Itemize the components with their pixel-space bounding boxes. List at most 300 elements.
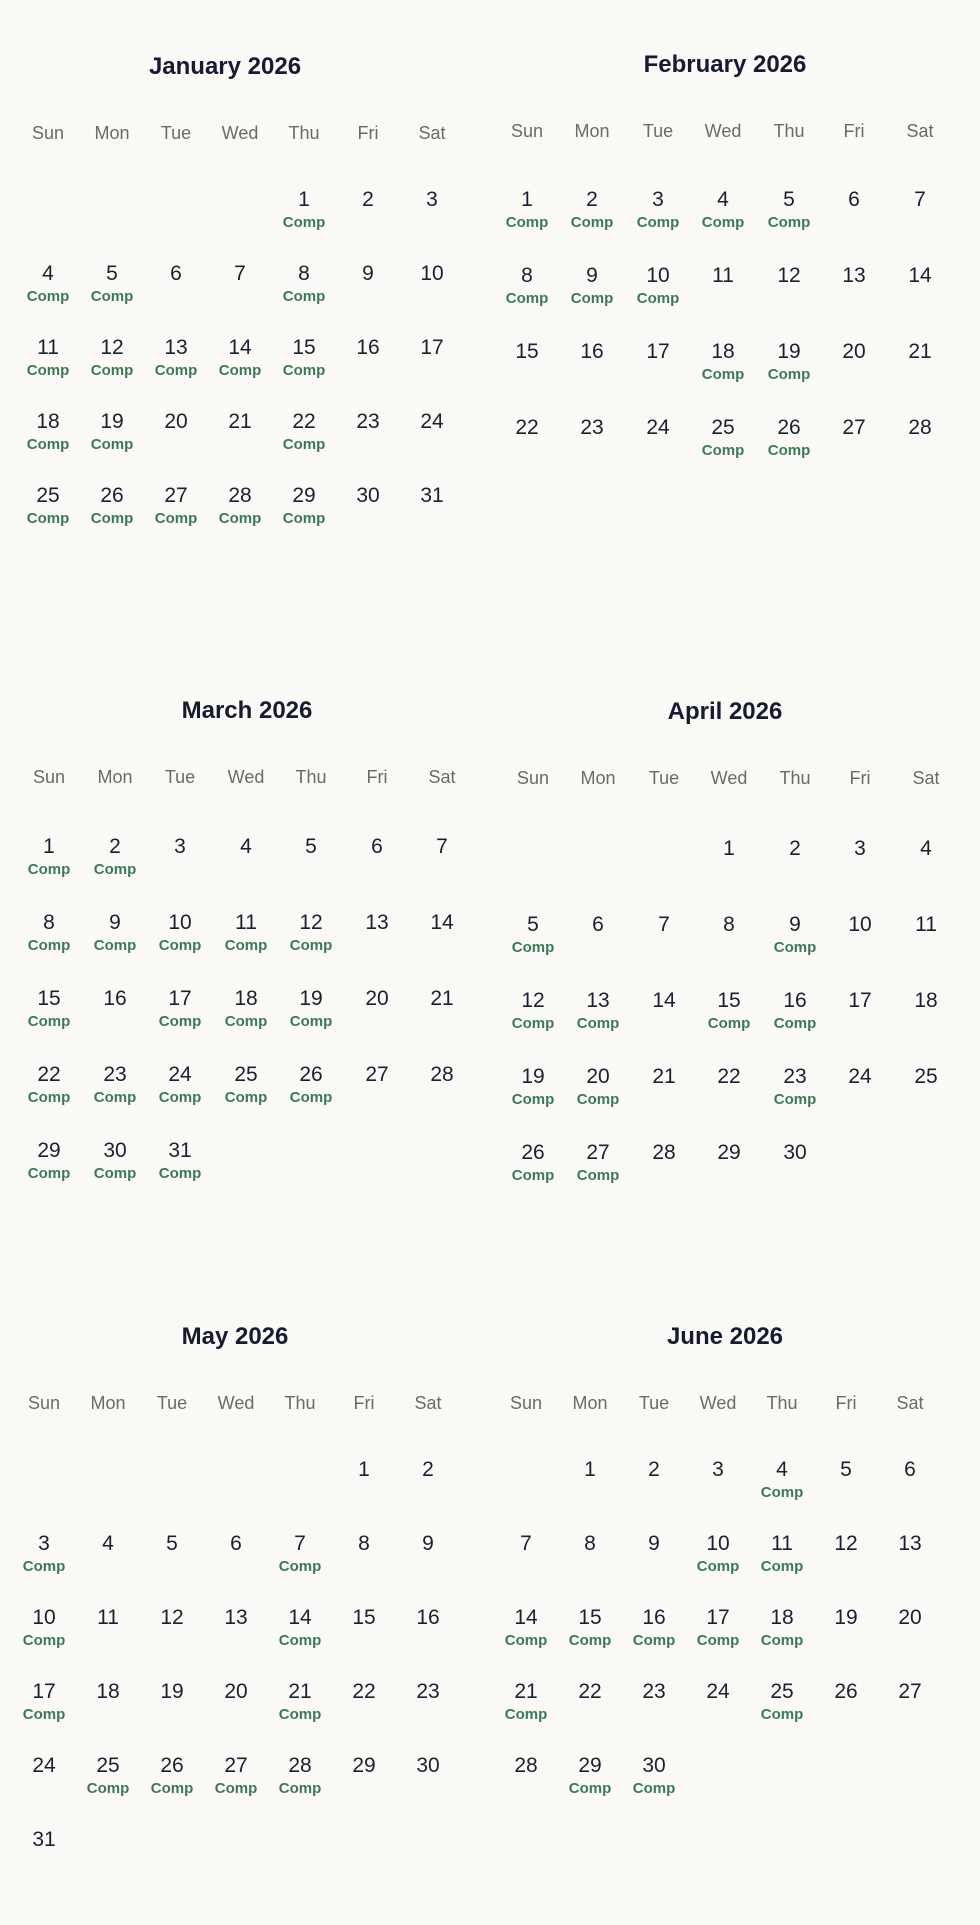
day-number: 6 [848, 188, 860, 211]
day-cell[interactable] [400, 262, 464, 286]
day-number: 11 [915, 913, 937, 936]
day-cell[interactable] [268, 1606, 332, 1650]
day-number: 8 [358, 1532, 370, 1555]
day-number: 1 [358, 1458, 370, 1481]
day-cell[interactable] [495, 264, 559, 308]
day-cell[interactable] [148, 987, 212, 1031]
day-cell[interactable] [622, 1532, 686, 1556]
weekday-header: Sun [27, 1393, 61, 1413]
day-cell[interactable] [501, 1065, 565, 1109]
day-cell[interactable] [750, 1458, 814, 1502]
day-cell[interactable] [632, 1141, 696, 1165]
day-number: 16 [416, 1606, 440, 1629]
day-cell[interactable] [396, 1606, 460, 1630]
day-cell[interactable] [272, 188, 336, 232]
day-cell[interactable] [828, 1065, 892, 1089]
weekday-header: Sun [509, 1393, 543, 1413]
weekday-header: Sat [912, 768, 940, 788]
day-cell[interactable] [822, 416, 886, 440]
day-cell[interactable] [76, 1680, 140, 1704]
comp-label: Comp [158, 1165, 202, 1182]
day-cell[interactable] [204, 1754, 268, 1798]
day-cell[interactable] [144, 484, 208, 528]
comp-label: Comp [570, 214, 614, 231]
day-cell[interactable] [686, 1532, 750, 1576]
day-cell[interactable] [878, 1680, 942, 1704]
weekday-header: Wed [221, 123, 259, 143]
day-number: 19 [299, 987, 323, 1010]
day-cell[interactable] [80, 336, 144, 380]
day-cell[interactable] [697, 1065, 761, 1089]
day-number: 26 [160, 1754, 184, 1777]
comp-label: Comp [632, 1780, 676, 1797]
day-cell[interactable] [396, 1532, 460, 1556]
day-cell[interactable] [83, 1063, 147, 1107]
day-cell[interactable] [560, 188, 624, 232]
day-cell[interactable] [757, 416, 821, 460]
day-number: 18 [914, 989, 938, 1012]
day-number: 21 [652, 1065, 676, 1088]
day-cell[interactable] [336, 188, 400, 212]
day-cell[interactable] [400, 410, 464, 434]
weekday-header: Mon [90, 1393, 126, 1413]
day-cell[interactable] [332, 1606, 396, 1630]
day-cell[interactable] [345, 987, 409, 1011]
day-cell[interactable] [697, 913, 761, 937]
day-cell[interactable] [214, 911, 278, 955]
day-cell[interactable] [268, 1754, 332, 1798]
day-cell[interactable] [214, 1063, 278, 1107]
weekday-header: Wed [217, 1393, 255, 1413]
day-cell[interactable] [697, 989, 761, 1033]
day-cell[interactable] [878, 1458, 942, 1482]
day-cell[interactable] [140, 1532, 204, 1556]
day-number: 4 [717, 188, 729, 211]
day-cell[interactable] [763, 837, 827, 861]
comp-label: Comp [504, 1632, 548, 1649]
day-cell[interactable] [400, 336, 464, 360]
comp-label: Comp [158, 1013, 202, 1030]
day-cell[interactable] [17, 987, 81, 1031]
day-cell[interactable] [560, 416, 624, 440]
day-number: 12 [834, 1532, 858, 1555]
comp-label: Comp [93, 937, 137, 954]
comp-label: Comp [576, 1091, 620, 1108]
day-cell[interactable] [501, 913, 565, 957]
day-cell[interactable] [501, 989, 565, 1033]
day-number: 20 [586, 1065, 610, 1088]
day-cell[interactable] [757, 340, 821, 384]
day-cell[interactable] [12, 1532, 76, 1576]
day-number: 1 [298, 188, 310, 211]
comp-label: Comp [154, 510, 198, 527]
day-cell[interactable] [814, 1680, 878, 1704]
day-cell[interactable] [494, 1754, 558, 1778]
day-number: 18 [96, 1680, 120, 1703]
day-cell[interactable] [878, 1606, 942, 1630]
day-number: 22 [292, 410, 316, 433]
comp-label: Comp [511, 1015, 555, 1032]
day-number: 9 [586, 264, 598, 287]
day-cell[interactable] [336, 262, 400, 286]
day-number: 15 [578, 1606, 602, 1629]
day-cell[interactable] [622, 1754, 686, 1798]
weekday-header: Thu [288, 123, 320, 143]
day-cell[interactable] [566, 913, 630, 937]
day-number: 6 [170, 262, 182, 285]
day-cell[interactable] [888, 188, 952, 212]
day-number: 8 [43, 911, 55, 934]
day-cell[interactable] [828, 913, 892, 937]
day-number: 30 [416, 1754, 440, 1777]
day-cell[interactable] [17, 1139, 81, 1183]
day-cell[interactable] [566, 1141, 630, 1185]
day-number: 17 [646, 340, 670, 363]
day-cell[interactable] [494, 1680, 558, 1724]
day-cell[interactable] [558, 1532, 622, 1556]
day-number: 21 [430, 987, 454, 1010]
day-number: 23 [103, 1063, 127, 1086]
day-number: 22 [717, 1065, 741, 1088]
day-cell[interactable] [558, 1680, 622, 1704]
day-cell[interactable] [622, 1458, 686, 1482]
day-cell[interactable] [814, 1458, 878, 1482]
day-cell[interactable] [144, 262, 208, 286]
day-number: 28 [514, 1754, 538, 1777]
day-number: 7 [294, 1532, 306, 1555]
day-cell[interactable] [345, 1063, 409, 1087]
day-cell[interactable] [83, 1139, 147, 1183]
day-cell[interactable] [400, 484, 464, 508]
weekday-header: Fri [843, 121, 865, 141]
weekday-header: Sat [896, 1393, 924, 1413]
day-cell[interactable] [144, 336, 208, 380]
day-cell[interactable] [626, 416, 690, 440]
day-cell[interactable] [12, 1606, 76, 1650]
day-cell[interactable] [83, 987, 147, 1011]
weekday-header: Thu [773, 121, 805, 141]
day-cell[interactable] [148, 835, 212, 859]
day-cell[interactable] [396, 1754, 460, 1778]
day-cell[interactable] [494, 1532, 558, 1556]
day-number: 9 [362, 262, 374, 285]
day-number: 26 [834, 1680, 858, 1703]
day-cell[interactable] [763, 1141, 827, 1165]
day-cell[interactable] [410, 1063, 474, 1087]
day-cell[interactable] [632, 989, 696, 1013]
day-cell[interactable] [560, 264, 624, 308]
day-cell[interactable] [814, 1532, 878, 1556]
day-number: 14 [908, 264, 932, 287]
day-cell[interactable] [336, 484, 400, 508]
day-number: 25 [234, 1063, 258, 1086]
weekday-header: Mon [574, 121, 610, 141]
comp-label: Comp [289, 1089, 333, 1106]
day-number: 22 [37, 1063, 61, 1086]
day-cell[interactable] [80, 484, 144, 528]
day-number: 26 [100, 484, 124, 507]
day-cell[interactable] [622, 1606, 686, 1650]
day-cell[interactable] [345, 835, 409, 859]
day-cell[interactable] [332, 1532, 396, 1556]
day-cell[interactable] [332, 1458, 396, 1482]
day-cell[interactable] [17, 1063, 81, 1107]
day-cell[interactable] [208, 262, 272, 286]
day-cell[interactable] [140, 1680, 204, 1704]
day-number: 16 [580, 340, 604, 363]
day-number: 4 [776, 1458, 788, 1481]
day-cell[interactable] [894, 1065, 958, 1089]
comp-label: Comp [278, 1780, 322, 1797]
comp-label: Comp [505, 290, 549, 307]
day-number: 25 [770, 1680, 794, 1703]
day-cell[interactable] [757, 264, 821, 288]
day-cell[interactable] [626, 264, 690, 308]
comp-label: Comp [27, 1165, 71, 1182]
day-cell[interactable] [691, 188, 755, 232]
day-number: 8 [584, 1532, 596, 1555]
day-cell[interactable] [80, 262, 144, 306]
day-cell[interactable] [750, 1532, 814, 1576]
day-cell[interactable] [204, 1532, 268, 1556]
weekday-header: Wed [704, 121, 742, 141]
day-number: 5 [840, 1458, 852, 1481]
day-number: 7 [520, 1532, 532, 1555]
day-cell[interactable] [345, 911, 409, 935]
day-cell[interactable] [272, 262, 336, 306]
day-cell[interactable] [12, 1828, 76, 1852]
day-cell[interactable] [878, 1532, 942, 1556]
day-cell[interactable] [204, 1680, 268, 1704]
day-cell[interactable] [396, 1458, 460, 1482]
day-cell[interactable] [272, 410, 336, 454]
day-number: 19 [777, 340, 801, 363]
day-cell[interactable] [140, 1754, 204, 1798]
day-cell[interactable] [763, 989, 827, 1033]
day-cell[interactable] [208, 484, 272, 528]
day-cell[interactable] [410, 987, 474, 1011]
day-cell[interactable] [894, 989, 958, 1013]
comp-label: Comp [278, 1632, 322, 1649]
month-title: January 2026 [148, 53, 302, 80]
day-number: 28 [652, 1141, 676, 1164]
day-number: 15 [37, 987, 61, 1010]
day-number: 11 [37, 336, 59, 359]
day-cell[interactable] [632, 1065, 696, 1089]
day-cell[interactable] [410, 911, 474, 935]
day-cell[interactable] [76, 1532, 140, 1556]
day-cell[interactable] [822, 188, 886, 212]
weekday-header: Thu [779, 768, 811, 788]
day-cell[interactable] [697, 837, 761, 861]
day-number: 19 [100, 410, 124, 433]
comp-label: Comp [511, 1167, 555, 1184]
day-cell[interactable] [691, 264, 755, 288]
day-cell[interactable] [12, 1680, 76, 1724]
day-cell[interactable] [83, 835, 147, 879]
day-cell[interactable] [332, 1754, 396, 1778]
day-cell[interactable] [763, 1065, 827, 1109]
day-cell[interactable] [558, 1754, 622, 1798]
day-cell[interactable] [686, 1458, 750, 1482]
day-cell[interactable] [16, 410, 80, 454]
day-cell[interactable] [814, 1606, 878, 1630]
day-number: 10 [646, 264, 670, 287]
day-number: 19 [521, 1065, 545, 1088]
comp-label: Comp [224, 1013, 268, 1030]
day-cell[interactable] [208, 410, 272, 434]
day-cell[interactable] [494, 1606, 558, 1650]
day-number: 13 [898, 1532, 922, 1555]
day-number: 30 [783, 1141, 807, 1164]
day-number: 3 [712, 1458, 724, 1481]
day-cell[interactable] [626, 188, 690, 232]
day-cell[interactable] [558, 1458, 622, 1482]
comp-label: Comp [26, 510, 70, 527]
day-cell[interactable] [632, 913, 696, 937]
day-cell[interactable] [148, 911, 212, 955]
day-cell[interactable] [894, 913, 958, 937]
day-cell[interactable] [279, 987, 343, 1031]
comp-label: Comp [773, 1015, 817, 1032]
day-cell[interactable] [566, 1065, 630, 1109]
day-number: 3 [174, 835, 186, 858]
comp-label: Comp [158, 1089, 202, 1106]
day-cell[interactable] [16, 484, 80, 528]
day-cell[interactable] [17, 911, 81, 955]
day-cell[interactable] [144, 410, 208, 434]
day-cell[interactable] [763, 913, 827, 957]
day-cell[interactable] [750, 1680, 814, 1724]
day-number: 23 [783, 1065, 807, 1088]
weekday-header: Thu [295, 767, 327, 787]
day-cell[interactable] [148, 1063, 212, 1107]
day-cell[interactable] [83, 911, 147, 955]
day-number: 11 [235, 911, 257, 934]
day-cell[interactable] [272, 484, 336, 528]
comp-label: Comp [26, 288, 70, 305]
comp-label: Comp [90, 288, 134, 305]
day-number: 21 [908, 340, 932, 363]
day-number: 2 [362, 188, 374, 211]
day-cell[interactable] [558, 1606, 622, 1650]
day-cell[interactable] [691, 340, 755, 384]
day-cell[interactable] [750, 1606, 814, 1650]
day-number: 30 [642, 1754, 666, 1777]
day-cell[interactable] [626, 340, 690, 364]
day-cell[interactable] [279, 1063, 343, 1107]
day-number: 8 [723, 913, 735, 936]
day-number: 4 [42, 262, 54, 285]
day-cell[interactable] [822, 264, 886, 288]
day-number: 21 [514, 1680, 538, 1703]
day-cell[interactable] [214, 987, 278, 1031]
day-cell[interactable] [16, 262, 80, 306]
day-cell[interactable] [12, 1754, 76, 1778]
day-cell[interactable] [148, 1139, 212, 1183]
day-cell[interactable] [332, 1680, 396, 1704]
day-cell[interactable] [268, 1532, 332, 1576]
weekday-header: Sat [906, 121, 934, 141]
day-cell[interactable] [888, 264, 952, 288]
day-cell[interactable] [279, 835, 343, 859]
day-cell[interactable] [279, 911, 343, 955]
day-number: 26 [521, 1141, 545, 1164]
comp-label: Comp [90, 436, 134, 453]
day-cell[interactable] [396, 1680, 460, 1704]
day-cell[interactable] [822, 340, 886, 364]
day-number: 20 [898, 1606, 922, 1629]
day-cell[interactable] [204, 1606, 268, 1630]
day-number: 4 [240, 835, 252, 858]
day-cell[interactable] [495, 416, 559, 440]
day-cell[interactable] [686, 1680, 750, 1704]
day-cell[interactable] [336, 410, 400, 434]
comp-label: Comp [214, 1780, 258, 1797]
comp-label: Comp [86, 1780, 130, 1797]
day-cell[interactable] [400, 188, 464, 212]
day-cell[interactable] [828, 837, 892, 861]
day-cell[interactable] [208, 336, 272, 380]
day-cell[interactable] [757, 188, 821, 232]
day-cell[interactable] [336, 336, 400, 360]
day-cell[interactable] [495, 340, 559, 364]
day-cell[interactable] [828, 989, 892, 1013]
day-cell[interactable] [888, 340, 952, 364]
comp-label: Comp [696, 1632, 740, 1649]
day-cell[interactable] [410, 835, 474, 859]
day-cell[interactable] [495, 188, 559, 232]
day-cell[interactable] [76, 1754, 140, 1798]
day-number: 10 [706, 1532, 730, 1555]
day-number: 2 [109, 835, 121, 858]
day-number: 16 [356, 336, 380, 359]
day-cell[interactable] [888, 416, 952, 440]
day-cell[interactable] [560, 340, 624, 364]
day-cell[interactable] [501, 1141, 565, 1185]
comp-label: Comp [27, 1013, 71, 1030]
comp-label: Comp [773, 1091, 817, 1108]
day-number: 15 [717, 989, 741, 1012]
day-number: 27 [586, 1141, 610, 1164]
day-cell[interactable] [622, 1680, 686, 1704]
comp-label: Comp [90, 362, 134, 379]
month-calendar [22, 696, 472, 1291]
day-cell[interactable] [697, 1141, 761, 1165]
day-number: 25 [711, 416, 735, 439]
day-number: 25 [96, 1754, 120, 1777]
day-number: 8 [521, 264, 533, 287]
day-cell[interactable] [80, 410, 144, 454]
day-number: 13 [224, 1606, 248, 1629]
day-cell[interactable] [268, 1680, 332, 1724]
day-cell[interactable] [272, 336, 336, 380]
day-cell[interactable] [686, 1606, 750, 1650]
comp-label: Comp [26, 436, 70, 453]
day-cell[interactable] [17, 835, 81, 879]
day-cell[interactable] [140, 1606, 204, 1630]
day-number: 28 [908, 416, 932, 439]
comp-label: Comp [696, 1558, 740, 1575]
day-cell[interactable] [691, 416, 755, 460]
day-cell[interactable] [76, 1606, 140, 1630]
day-cell[interactable] [214, 835, 278, 859]
day-cell[interactable] [566, 989, 630, 1033]
day-cell[interactable] [16, 336, 80, 380]
day-cell[interactable] [894, 837, 958, 861]
comp-label: Comp [505, 214, 549, 231]
day-number: 18 [711, 340, 735, 363]
